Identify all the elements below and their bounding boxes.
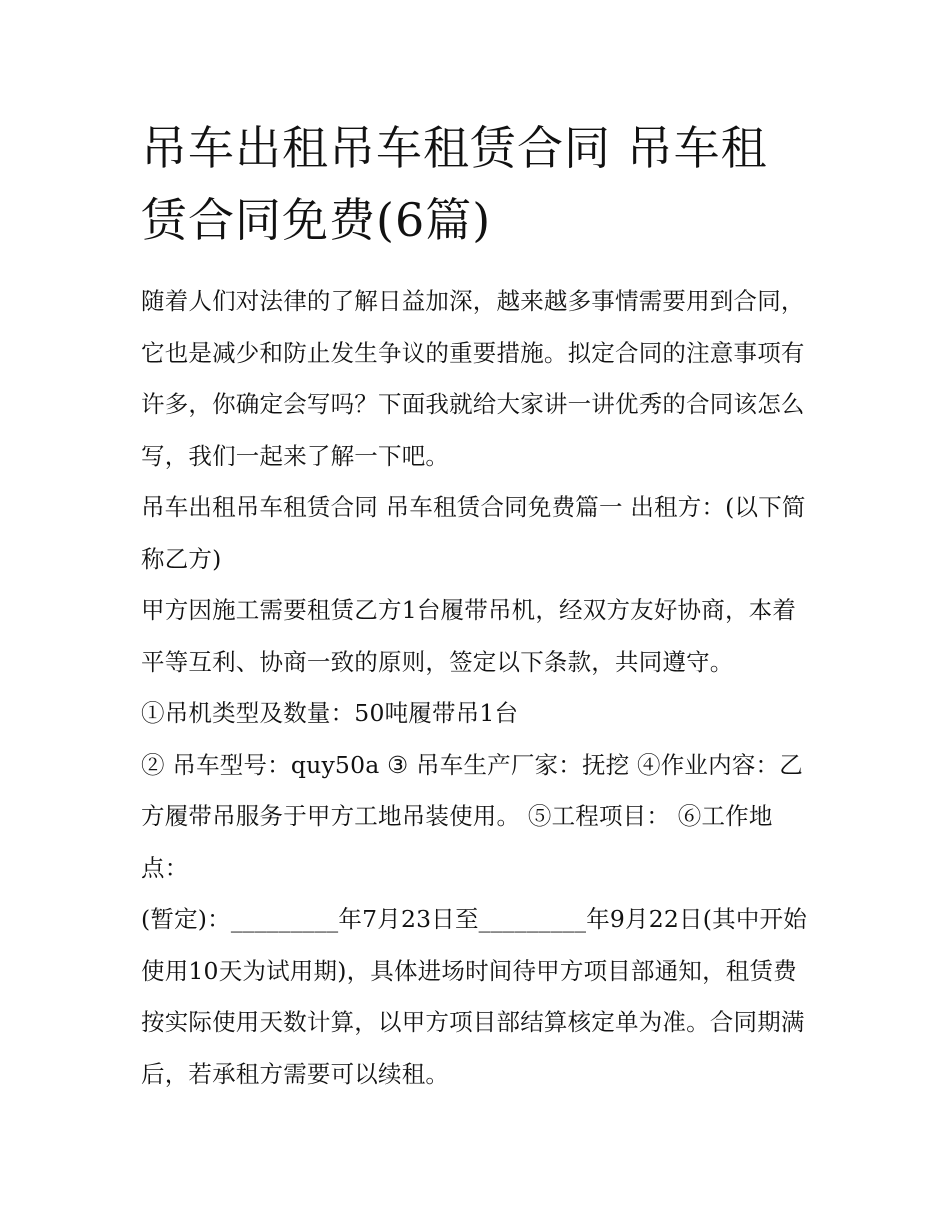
crane-type-paragraph: ①吊机类型及数量：50吨履带吊1台 [141,699,519,727]
agreement-paragraph: 甲方因施工需要租赁乙方1台履带吊机，经双方友好协商，本着平等互利、协商一致的原则，签定以下条款，共同遵守。 [141,596,797,676]
contract-heading-paragraph: 吊车出租吊车租赁合同 吊车租赁合同免费篇一 出租方：(以下简称乙方) [141,493,806,573]
crane-details-paragraph: ② 吊车型号：quy50a ③ 吊车生产厂家：抚挖 ④作业内容：乙方履带吊服务于甲方工地吊装使用。 ⑤工程项目： ⑥工作地点： [141,750,803,882]
document-title: 吊车出租吊车租赁合同 吊车租赁合同免费(6篇) [141,121,768,247]
rental-period-paragraph: (暂定)：_________年7月23日至_________年9月22日(其中开始使用10天为试用期)，具体进场时间待甲方项目部通知，租赁费按实际使用天数计算，以甲方项目部结算核定单为准。合同期满后，若承租方需要可以续租。 [141,905,807,1088]
intro-paragraph: 随着人们对法律的了解日益加深，越来越多事情需要用到合同，它也是减少和防止发生争议的重要措施。拟定合同的注意事项有许多，你确定会写吗？下面我就给大家讲一讲优秀的合同该怎么写，我们一起来了解一下吧。 [141,287,805,470]
document-body [141,112,813,1100]
